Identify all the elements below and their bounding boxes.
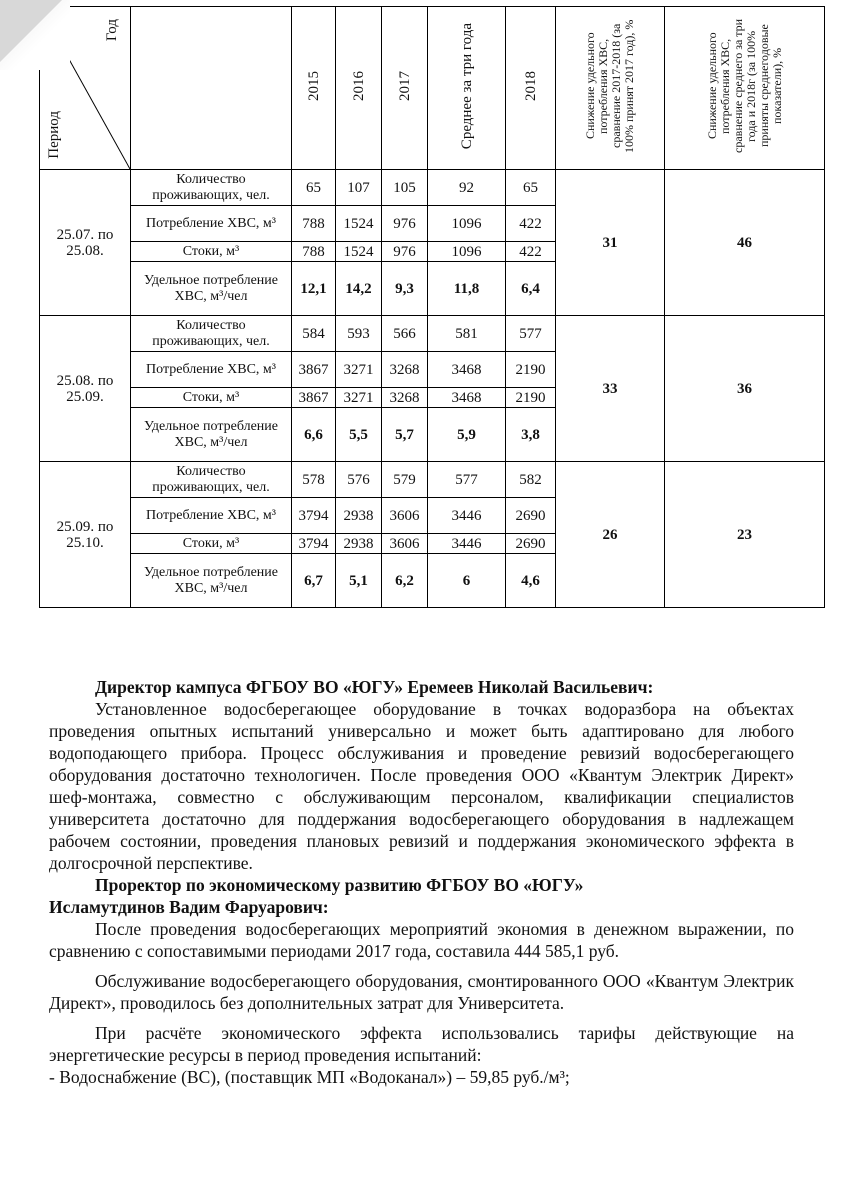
value-cell: 3,8 <box>506 408 556 462</box>
value-cell: 6 <box>428 554 506 608</box>
value-cell: 2938 <box>336 498 382 534</box>
water-supply-tariff: - Водоснабжение (ВС), (поставщик МП «Водоканал») – 59,85 руб./м³; <box>49 1067 570 1087</box>
table-row <box>40 170 825 206</box>
value-cell: 1524 <box>336 206 382 242</box>
value-cell: 3794 <box>292 498 336 534</box>
year-header-2018: 2018 <box>506 7 556 170</box>
period-cell: 25.09. по 25.10. <box>40 462 131 608</box>
value-cell: 65 <box>506 170 556 206</box>
reduction-2017-value: 26 <box>556 462 665 608</box>
page-fold-corner <box>0 0 62 62</box>
value-cell: 578 <box>292 462 336 498</box>
row-label: Потребление ХВС, м³ <box>131 352 292 388</box>
value-cell: 2938 <box>336 534 382 554</box>
value-cell: 105 <box>382 170 428 206</box>
row-label: Удельное потребление ХВС, м³/чел <box>131 408 292 462</box>
row-label: Количество проживающих, чел. <box>131 316 292 352</box>
row-label: Потребление ХВС, м³ <box>131 498 292 534</box>
value-cell: 3468 <box>428 352 506 388</box>
value-cell: 11,8 <box>428 262 506 316</box>
value-cell: 3446 <box>428 498 506 534</box>
value-cell: 422 <box>506 242 556 262</box>
reduction-average-value: 36 <box>665 316 825 462</box>
value-cell: 6,6 <box>292 408 336 462</box>
value-cell: 582 <box>506 462 556 498</box>
reduction-2017-value: 31 <box>556 170 665 316</box>
row-label: Удельное потребление ХВС, м³/чел <box>131 262 292 316</box>
value-cell: 2690 <box>506 534 556 554</box>
director-section <box>49 676 794 1088</box>
value-cell: 5,1 <box>336 554 382 608</box>
value-cell: 3606 <box>382 534 428 554</box>
value-cell: 1096 <box>428 206 506 242</box>
row-label: Стоки, м³ <box>131 534 292 554</box>
period-cell: 25.08. по 25.09. <box>40 316 131 462</box>
row-label: Количество проживающих, чел. <box>131 170 292 206</box>
value-cell: 4,6 <box>506 554 556 608</box>
row-label: Количество проживающих, чел. <box>131 462 292 498</box>
value-cell: 14,2 <box>336 262 382 316</box>
period-cell: 25.07. по 25.08. <box>40 170 131 316</box>
value-cell: 3271 <box>336 352 382 388</box>
value-cell: 976 <box>382 242 428 262</box>
value-cell: 9,3 <box>382 262 428 316</box>
table-header-row <box>40 7 825 170</box>
value-cell: 6,7 <box>292 554 336 608</box>
value-cell: 92 <box>428 170 506 206</box>
value-cell: 3794 <box>292 534 336 554</box>
value-cell: 12,1 <box>292 262 336 316</box>
director-heading: Директор кампуса ФГБОУ ВО «ЮГУ» Еремеев Николай Васильевич: <box>95 677 654 697</box>
year-header-label: Год <box>104 19 120 42</box>
water-consumption-table <box>39 6 825 608</box>
value-cell: 6,4 <box>506 262 556 316</box>
value-cell: 579 <box>382 462 428 498</box>
value-cell: 6,2 <box>382 554 428 608</box>
value-cell: 3268 <box>382 352 428 388</box>
row-label: Потребление ХВС, м³ <box>131 206 292 242</box>
reduction-2017-value: 33 <box>556 316 665 462</box>
value-cell: 577 <box>428 462 506 498</box>
year-header-2015: 2015 <box>292 7 336 170</box>
value-cell: 3867 <box>292 352 336 388</box>
year-header-2017: 2017 <box>382 7 428 170</box>
value-cell: 1096 <box>428 242 506 262</box>
prorector-heading-line2: Исламутдинов Вадим Фаруарович: <box>49 897 329 917</box>
empty-header-cell <box>131 7 292 170</box>
value-cell: 577 <box>506 316 556 352</box>
value-cell: 581 <box>428 316 506 352</box>
row-label: Стоки, м³ <box>131 388 292 408</box>
reduction-average-value: 46 <box>665 170 825 316</box>
value-cell: 1524 <box>336 242 382 262</box>
reduction-average-header: Снижение удельного потребления ХВС, сравнение среднего за три года и 2018г (за 100% приняты среднегодовые показатели), % <box>665 7 825 170</box>
maintenance-paragraph: Обслуживание водосберегающего оборудования, смонтированного ООО «Квантум Электрик Директ», проводилось без дополнительных затрат для Университета. <box>49 971 794 1013</box>
value-cell: 788 <box>292 242 336 262</box>
value-cell: 3271 <box>336 388 382 408</box>
value-cell: 584 <box>292 316 336 352</box>
value-cell: 5,9 <box>428 408 506 462</box>
period-header-label: Период <box>46 111 62 159</box>
value-cell: 5,7 <box>382 408 428 462</box>
table-row <box>40 462 825 498</box>
prorector-heading-line1: Проректор по экономическому развитию ФГБОУ ВО «ЮГУ» <box>95 875 584 895</box>
row-label: Стоки, м³ <box>131 242 292 262</box>
value-cell: 2690 <box>506 498 556 534</box>
tariffs-paragraph: При расчёте экономического эффекта использовались тарифы действующие на энергетические ресурсы в период проведения испытаний: <box>49 1023 794 1065</box>
value-cell: 566 <box>382 316 428 352</box>
value-cell: 788 <box>292 206 336 242</box>
value-cell: 65 <box>292 170 336 206</box>
value-cell: 3606 <box>382 498 428 534</box>
value-cell: 2190 <box>506 352 556 388</box>
value-cell: 593 <box>336 316 382 352</box>
value-cell: 3867 <box>292 388 336 408</box>
value-cell: 422 <box>506 206 556 242</box>
year-header-2016: 2016 <box>336 7 382 170</box>
value-cell: 3468 <box>428 388 506 408</box>
value-cell: 3268 <box>382 388 428 408</box>
year-header-average: Среднее за три года <box>428 7 506 170</box>
value-cell: 576 <box>336 462 382 498</box>
row-label: Удельное потребление ХВС, м³/чел <box>131 554 292 608</box>
reduction-2017-header: Снижение удельного потребления ХВС, сравнение 2017-2018 (за 100% принят 2017 год), % <box>556 7 665 170</box>
economy-paragraph: После проведения водосберегающих мероприятий экономия в денежном выражении, по сравнению с сопоставимыми периодами 2017 года, составила 444 585,1 руб. <box>49 919 794 961</box>
value-cell: 976 <box>382 206 428 242</box>
value-cell: 5,5 <box>336 408 382 462</box>
reduction-average-value: 23 <box>665 462 825 608</box>
director-paragraph: Установленное водосберегающее оборудование в точках водоразбора на объектах проведения опытных испытаний универсально и может быть адаптировано для любого водоподающего прибора. Процесс обслуживания и проведение ревизий водосберегающего оборудования достаточно технологичен. После проведения ООО «Квантум Электрик Директ» шеф-монтажа, совместно с обслуживающим персоналом, квалификации специалистов университета достаточно для поддержания водосберегающего оборудования в надлежащем рабочем состоянии, проведения плановых ревизий и поддержания экономического эффекта в долгосрочной перспективе. <box>49 699 794 873</box>
value-cell: 107 <box>336 170 382 206</box>
table-row <box>40 316 825 352</box>
value-cell: 3446 <box>428 534 506 554</box>
value-cell: 2190 <box>506 388 556 408</box>
